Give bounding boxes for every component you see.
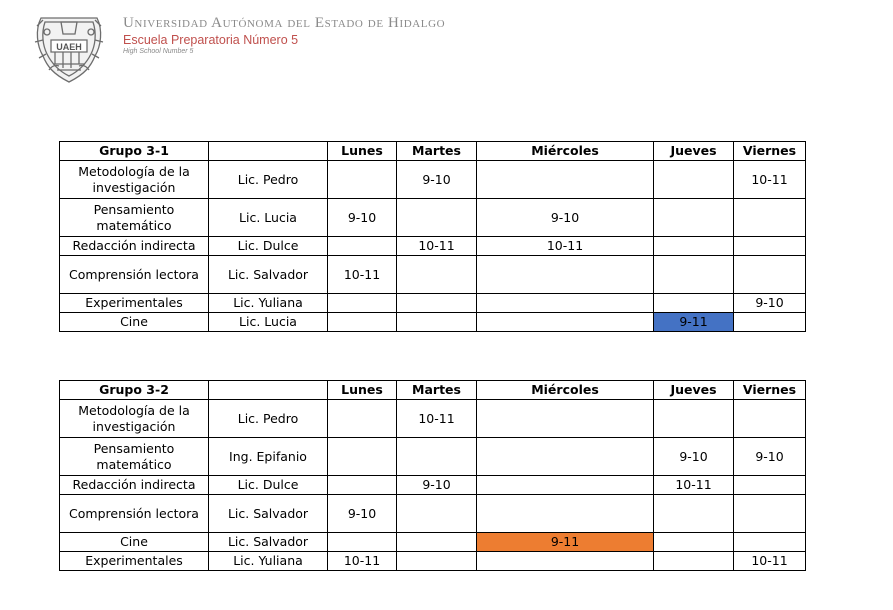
time-cell	[734, 495, 806, 533]
time-cell: 10-11	[734, 161, 806, 199]
teacher-cell: Lic. Dulce	[209, 476, 328, 495]
time-cell	[328, 476, 397, 495]
time-cell: 10-11	[328, 256, 397, 294]
time-cell	[477, 552, 654, 571]
table-row	[60, 294, 806, 313]
time-cell: 9-10	[397, 161, 477, 199]
school-subtitle: High School Number 5	[123, 48, 194, 55]
day-header: Martes	[397, 142, 477, 161]
subject-cell: Comprensión lectora	[60, 495, 209, 533]
time-cell: 9-10	[654, 438, 734, 476]
time-cell: 9-10	[328, 199, 397, 237]
table-row	[60, 400, 806, 438]
time-cell	[397, 438, 477, 476]
table-row	[60, 476, 806, 495]
time-cell: 10-11	[477, 237, 654, 256]
time-cell	[328, 161, 397, 199]
time-cell	[328, 438, 397, 476]
day-header: Jueves	[654, 142, 734, 161]
logo-lettering: UAEH	[56, 42, 82, 52]
time-cell	[654, 199, 734, 237]
time-cell: 9-10	[734, 294, 806, 313]
teacher-cell: Lic. Salvador	[209, 495, 328, 533]
time-cell	[328, 533, 397, 552]
subject-cell: Experimentales	[60, 294, 209, 313]
schedule-table-group-3-2	[59, 380, 806, 571]
subject-cell: Pensamiento matemático	[60, 438, 209, 476]
time-cell: 9-10	[328, 495, 397, 533]
table-row	[60, 495, 806, 533]
time-cell: 9-10	[734, 438, 806, 476]
day-header: Martes	[397, 381, 477, 400]
time-cell	[734, 237, 806, 256]
day-header: Viernes	[734, 381, 806, 400]
time-cell: 9-10	[397, 476, 477, 495]
teacher-cell: Ing. Epifanio	[209, 438, 328, 476]
time-cell	[477, 476, 654, 495]
time-cell	[734, 533, 806, 552]
time-cell: 10-11	[734, 552, 806, 571]
table-row	[60, 533, 806, 552]
table-row	[60, 237, 806, 256]
time-cell	[477, 400, 654, 438]
time-cell	[734, 199, 806, 237]
table-row	[60, 438, 806, 476]
schedule-table-group-3-1	[59, 141, 806, 332]
teacher-cell: Lic. Lucia	[209, 199, 328, 237]
time-cell: 10-11	[397, 237, 477, 256]
day-header: Miércoles	[477, 142, 654, 161]
time-cell	[734, 400, 806, 438]
time-cell	[477, 256, 654, 294]
time-cell	[477, 313, 654, 332]
time-cell	[477, 438, 654, 476]
time-cell	[654, 533, 734, 552]
teacher-cell: Lic. Salvador	[209, 256, 328, 294]
time-cell	[654, 495, 734, 533]
teacher-cell: Lic. Dulce	[209, 237, 328, 256]
group-title: Grupo 3-1	[60, 142, 209, 161]
time-cell: 10-11	[654, 476, 734, 495]
table-row	[60, 161, 806, 199]
day-header: Viernes	[734, 142, 806, 161]
time-cell	[734, 476, 806, 495]
group-title: Grupo 3-2	[60, 381, 209, 400]
time-cell	[654, 400, 734, 438]
day-header: Lunes	[328, 381, 397, 400]
time-cell	[654, 237, 734, 256]
day-header: Miércoles	[477, 381, 654, 400]
day-header: Lunes	[328, 142, 397, 161]
time-cell	[328, 313, 397, 332]
teacher-cell: Lic. Pedro	[209, 161, 328, 199]
time-cell	[654, 161, 734, 199]
university-logo	[31, 12, 107, 88]
subject-cell: Cine	[60, 533, 209, 552]
table-row	[60, 256, 806, 294]
teacher-cell: Lic. Yuliana	[209, 294, 328, 313]
teacher-cell: Lic. Salvador	[209, 533, 328, 552]
subject-cell: Experimentales	[60, 552, 209, 571]
time-cell	[654, 256, 734, 294]
time-cell	[477, 161, 654, 199]
day-header: Jueves	[654, 381, 734, 400]
time-cell	[397, 495, 477, 533]
time-cell	[397, 256, 477, 294]
time-cell: 10-11	[328, 552, 397, 571]
time-cell	[328, 400, 397, 438]
time-cell	[734, 313, 806, 332]
subject-cell: Comprensión lectora	[60, 256, 209, 294]
subject-cell: Metodología de la investigación	[60, 400, 209, 438]
table-row	[60, 199, 806, 237]
time-cell	[397, 313, 477, 332]
teacher-cell: Lic. Yuliana	[209, 552, 328, 571]
table-header-row	[60, 381, 806, 400]
teacher-cell: Lic. Pedro	[209, 400, 328, 438]
highlighted-time-cell: 9-11	[654, 313, 734, 332]
time-cell	[654, 552, 734, 571]
time-cell	[477, 294, 654, 313]
time-cell	[328, 237, 397, 256]
table-row	[60, 313, 806, 332]
time-cell	[397, 199, 477, 237]
subject-cell: Cine	[60, 313, 209, 332]
teacher-cell: Lic. Lucia	[209, 313, 328, 332]
time-cell: 10-11	[397, 400, 477, 438]
subject-cell: Redacción indirecta	[60, 476, 209, 495]
letterhead	[123, 15, 445, 56]
school-name: Escuela Preparatoria Número 5	[123, 33, 299, 47]
subject-cell: Metodología de la investigación	[60, 161, 209, 199]
subject-cell: Pensamiento matemático	[60, 199, 209, 237]
teacher-header	[209, 142, 328, 161]
time-cell	[397, 533, 477, 552]
time-cell	[654, 294, 734, 313]
subject-cell: Redacción indirecta	[60, 237, 209, 256]
table-row	[60, 552, 806, 571]
time-cell: 9-10	[477, 199, 654, 237]
time-cell	[734, 256, 806, 294]
highlighted-time-cell: 9-11	[477, 533, 654, 552]
time-cell	[397, 294, 477, 313]
time-cell	[328, 294, 397, 313]
time-cell	[397, 552, 477, 571]
university-name: Universidad Autónoma del Estado de Hidalgo	[123, 15, 446, 31]
time-cell	[477, 495, 654, 533]
table-header-row	[60, 142, 806, 161]
teacher-header	[209, 381, 328, 400]
